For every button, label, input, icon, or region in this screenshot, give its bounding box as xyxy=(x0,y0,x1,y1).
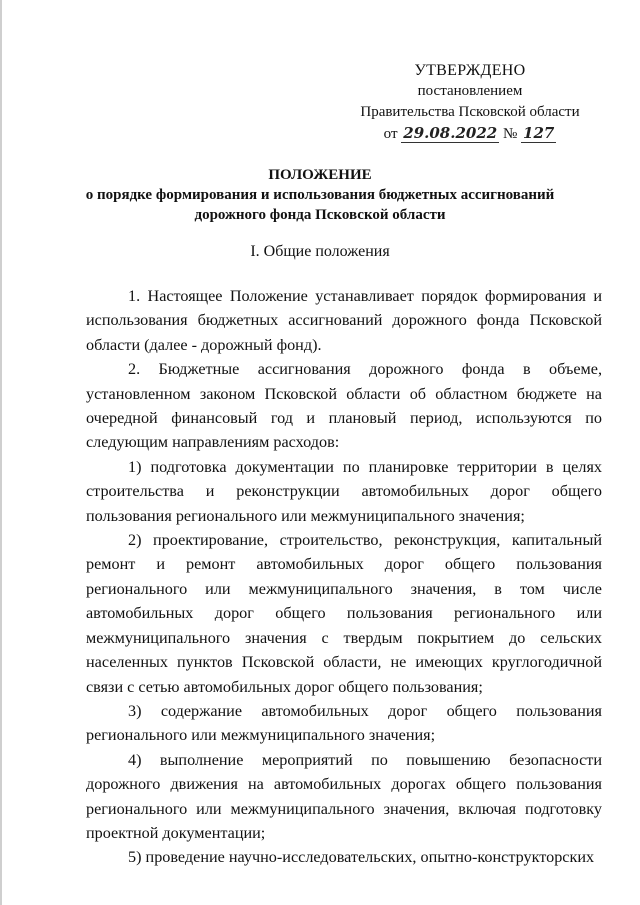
paragraph: 1) подготовка документации по планировке территории в целях строительства и реконструкции автомобильных дорог общего пользования регионального или межмуниципального значения; xyxy=(86,457,602,525)
from-label: от xyxy=(383,126,398,142)
document-title xyxy=(0,165,640,225)
paragraph: 2. Бюджетные ассигнования дорожного фонда в объеме, установленном законом Псковской области об областном бюджете на очередной финансовый год и плановый период, используются по следующим направлениям расходов: xyxy=(86,360,602,452)
approval-government: Правительства Псковской области xyxy=(360,104,580,120)
title-line-2: дорожного фонда Псковской области xyxy=(194,207,446,223)
paragraph: 3) содержание автомобильных дорог общего пользования регионального или межмуниципального значения; xyxy=(86,701,602,745)
paragraph: 2) проектирование, строительство, реконструкция, капитальный ремонт и ремонт автомобильных дорог общего пользования регионального или межмуниципального значения, в том числе автомобильных дорог общего пользования регионального или межмуниципального значения с твердым покрытием до сельских населенных пунктов Псковской области, не имеющих круглогодичной связи с сетью автомобильных дорог общего пользования; xyxy=(86,531,602,696)
approval-decree: постановлением xyxy=(417,83,523,99)
title-heading: ПОЛОЖЕНИЕ xyxy=(268,167,372,183)
page-left-edge xyxy=(0,0,2,905)
paragraph: 4) выполнение мероприятий по повышению безопасности дорожного движения на автомобильных дорогах общего пользования регионального или межмуниципального значения, включая подготовку проектной документации; xyxy=(86,750,602,842)
handwritten-date: 29.08.2022 xyxy=(403,124,498,142)
title-line-1: о порядке формирования и использования бюджетных ассигнований xyxy=(85,187,555,203)
number-label: № xyxy=(502,126,518,142)
handwritten-number: 127 xyxy=(523,124,555,142)
paragraph: 1. Настоящее Положение устанавливает порядок формирования и использования бюджетных ассигнований дорожного фонда Псковской области (далее - дорожный фонд). xyxy=(86,287,602,354)
approval-stamp xyxy=(350,60,590,145)
paragraph: 5) проведение научно-исследовательских, опытно-конструкторских xyxy=(128,848,595,867)
approval-date-line xyxy=(384,123,557,145)
document-body xyxy=(86,284,602,870)
section-heading: I. Общие положения xyxy=(250,243,390,260)
approval-title: УТВЕРЖДЕНО xyxy=(414,62,526,79)
